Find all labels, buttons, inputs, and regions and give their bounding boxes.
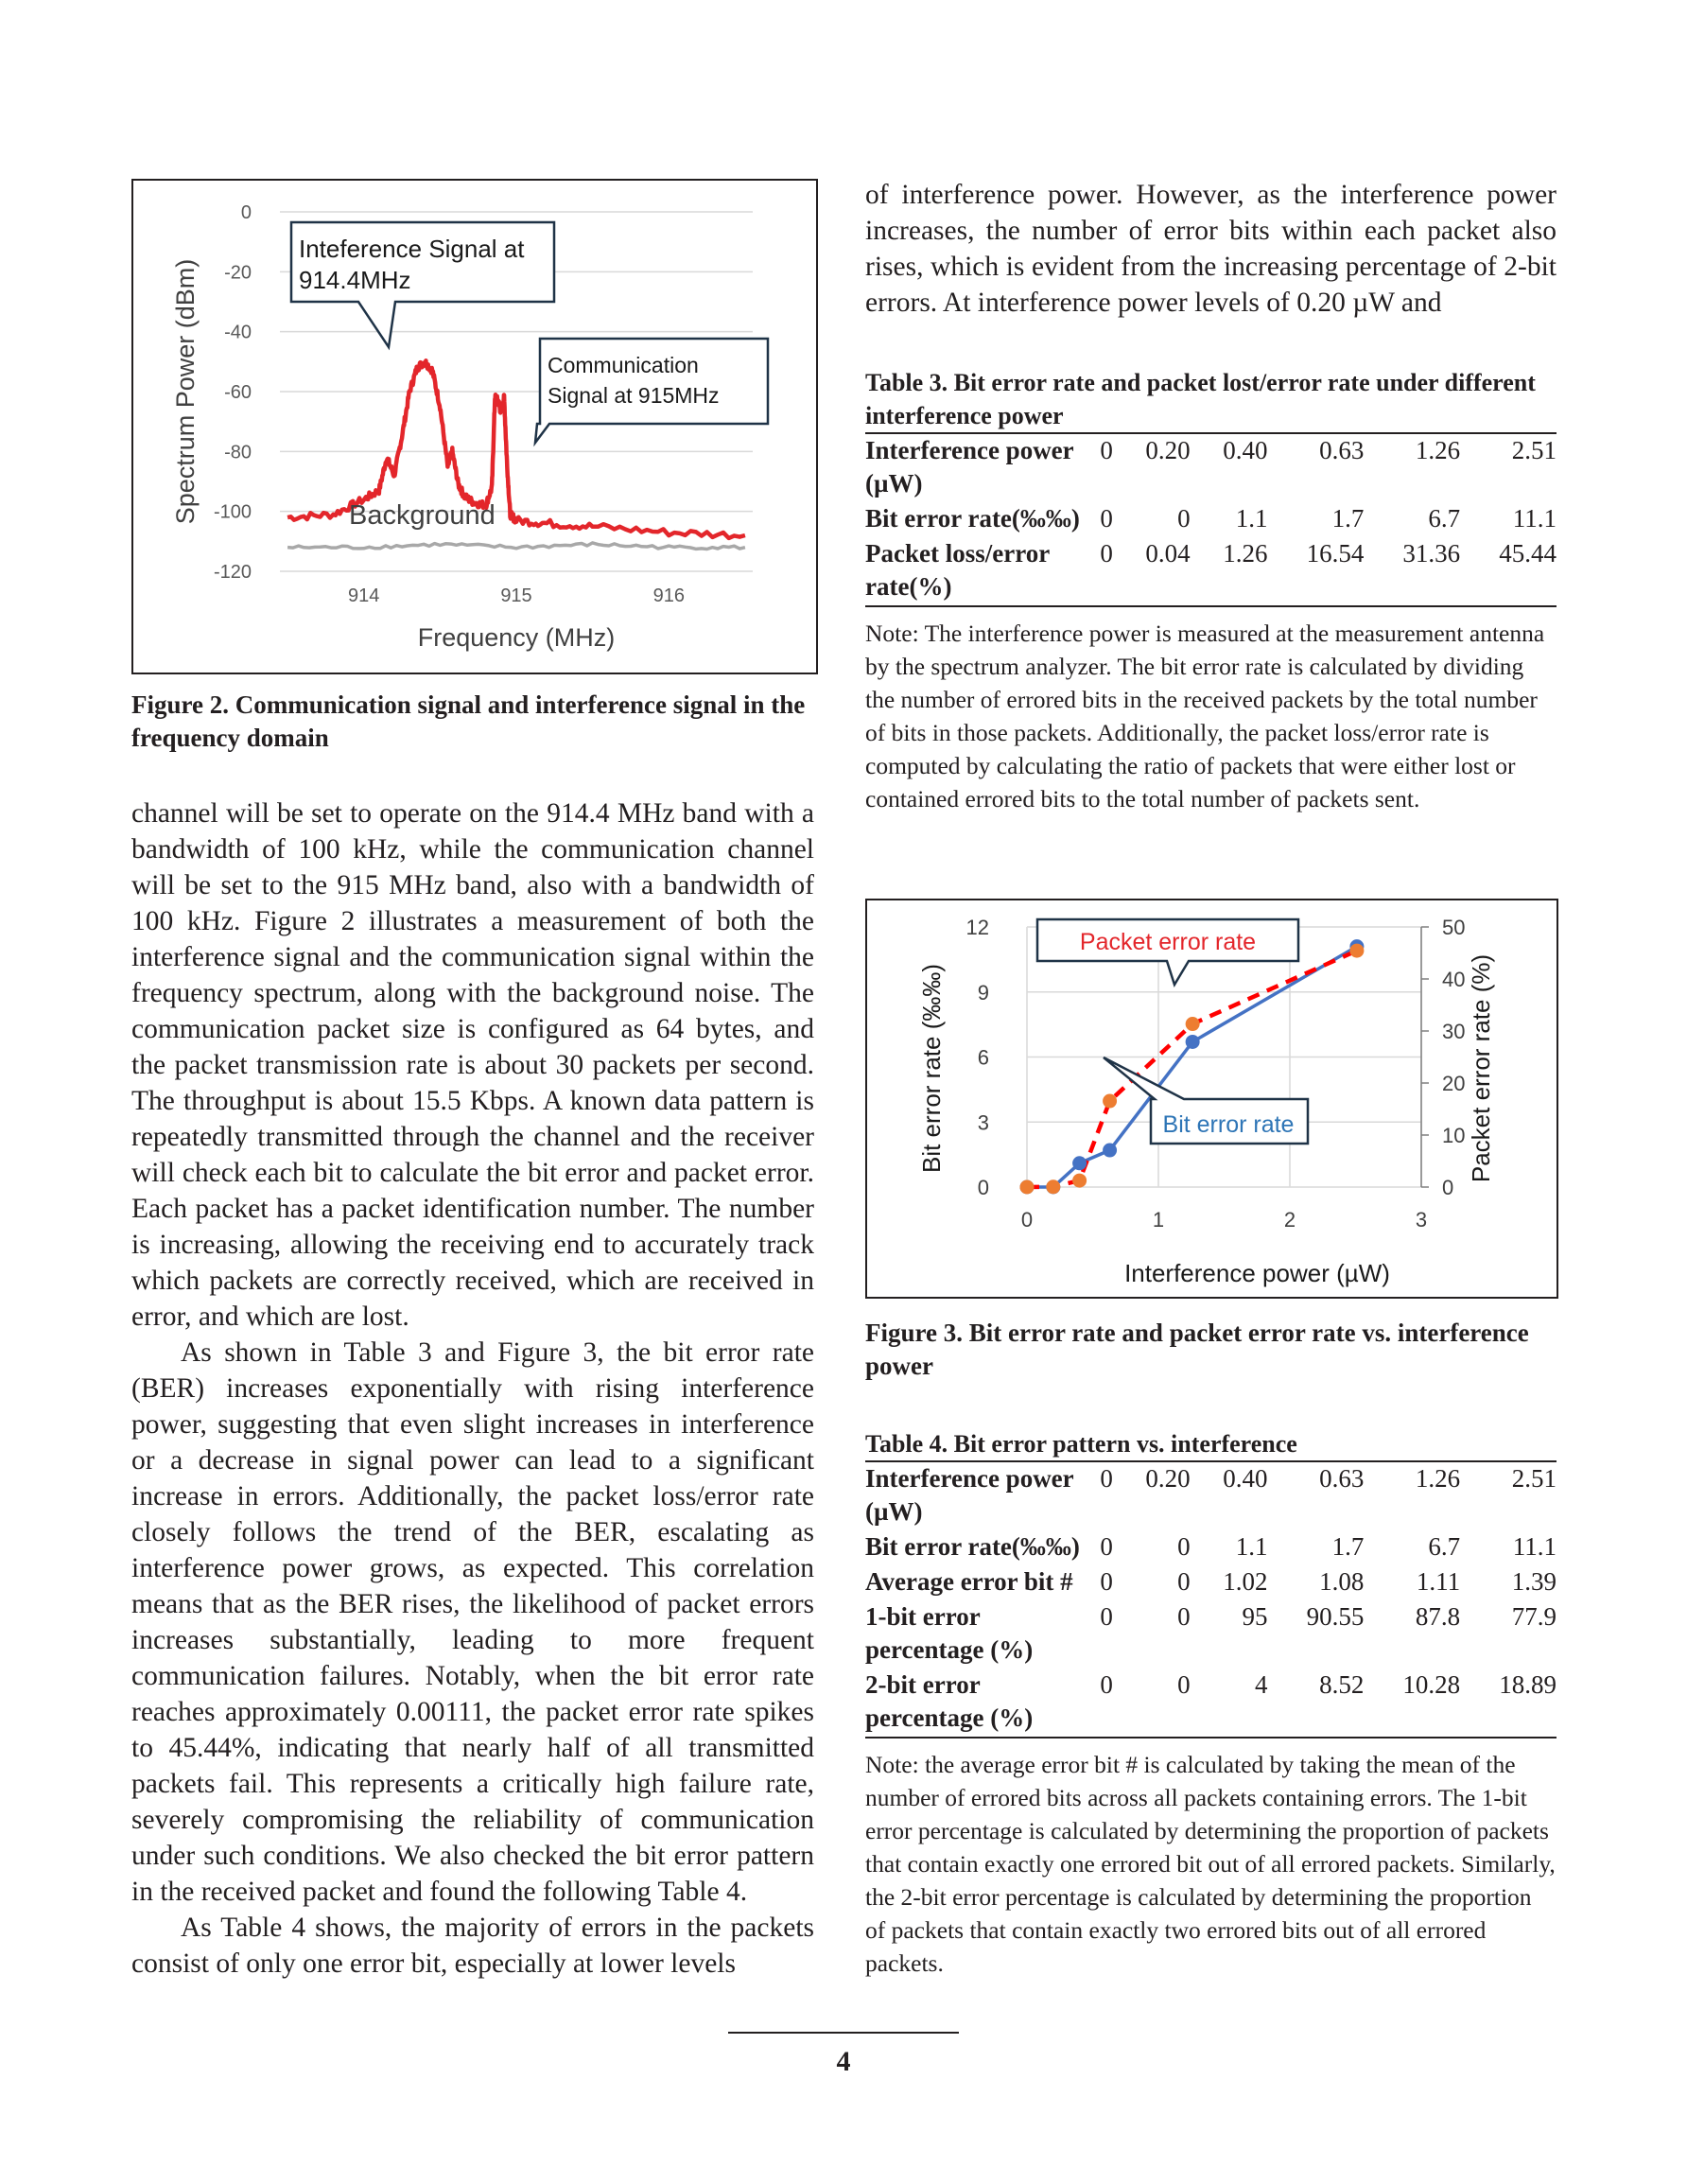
x-tick-label: 915 — [500, 585, 532, 606]
table-cell: 0 — [1177, 1567, 1191, 1596]
table-cell: 6.7 — [1428, 1532, 1461, 1561]
y-tick-label: 12 — [965, 916, 989, 939]
table-cell: 1.7 — [1331, 1532, 1365, 1561]
table-cell: 0 — [1100, 1602, 1113, 1631]
table-row — [865, 1530, 1557, 1565]
table-cell: 0 — [1177, 1670, 1191, 1699]
bit-error-point — [1186, 1035, 1200, 1049]
right-body-text — [865, 177, 1557, 321]
y-tick-label: -120 — [213, 562, 252, 583]
table-4-grid — [865, 1460, 1557, 1738]
y2-axis-label: Packet error rate (%) — [1467, 953, 1495, 1183]
y-tick-label: 9 — [977, 980, 989, 1005]
y-tick-label: 6 — [977, 1045, 989, 1070]
y-tick-label: -20 — [224, 262, 252, 284]
table-cell: 0 — [1177, 504, 1191, 533]
figure-2-box — [131, 179, 818, 674]
table-3-note: Note: The interference power is measured at the measurement antenna by the spectrum analyzer. The bit error rate is calculated by dividing the number of errored bits in the received packets by the total number of bits in those packets. Additionally, the packet loss/error rate is computed by calculating the ratio of packets that were either lost or contained errored bits to the total number of packets sent. — [865, 620, 1545, 812]
callout-communication-line1: Communication — [548, 353, 699, 377]
table-cell: 87.8 — [1415, 1602, 1461, 1631]
table-cell: 0 — [1100, 539, 1113, 568]
table-cell: 1.1 — [1235, 504, 1268, 533]
table-cell: 2.51 — [1511, 436, 1557, 464]
y-tick-label: -100 — [213, 501, 252, 523]
table-4-title: Table 4. Bit error pattern vs. interference — [865, 1430, 1297, 1458]
table-row — [865, 1461, 1557, 1530]
callout-communication-line2: Signal at 915MHz — [548, 383, 720, 408]
page-number-rule — [728, 2032, 959, 2034]
y-tick-label: 3 — [977, 1110, 989, 1135]
y-tick-label: 0 — [977, 1176, 989, 1199]
row-header: Interference power (µW) — [865, 1464, 1074, 1526]
row-header: Interference power (µW) — [865, 436, 1074, 498]
table-cell: 1.26 — [1223, 539, 1268, 568]
table-cell: 18.89 — [1499, 1670, 1557, 1699]
table-cell: 1.08 — [1319, 1567, 1365, 1596]
table-cell: 11.1 — [1512, 1532, 1557, 1561]
row-header: 2-bit error percentage (%) — [865, 1670, 1034, 1732]
callout-interference-line1: Inteference Signal at — [299, 235, 525, 263]
x-tick-label: 2 — [1283, 1208, 1296, 1232]
y-axis-label: Spectrum Power (dBm) — [171, 258, 200, 525]
table-row — [865, 1600, 1557, 1669]
bit-error-point — [1072, 1156, 1087, 1170]
table-3-grid — [865, 432, 1557, 607]
figure-3-caption: Figure 3. Bit error rate and packet error rate vs. interference power — [865, 1319, 1529, 1380]
table-cell: 2.51 — [1511, 1464, 1557, 1493]
bit-error-series-line — [1027, 947, 1357, 1187]
page-number: 4 — [836, 2046, 851, 2077]
table-cell: 0.20 — [1145, 1464, 1191, 1493]
packet-error-point — [1349, 944, 1364, 958]
packet-error-point — [1020, 1180, 1035, 1195]
table-cell: 0 — [1177, 1602, 1191, 1631]
x-tick-label: 916 — [652, 585, 685, 606]
table-row — [865, 502, 1557, 537]
table-3-title: Table 3. Bit error rate and packet lost/error rate under different interference power — [865, 369, 1536, 429]
table-cell: 0.20 — [1145, 436, 1191, 464]
table-cell: 8.52 — [1319, 1670, 1365, 1699]
figure-3-box — [865, 899, 1558, 1299]
table-cell: 0 — [1100, 504, 1113, 533]
table-cell: 1.02 — [1223, 1567, 1268, 1596]
table-row — [865, 433, 1557, 502]
paragraph: channel will be set to operate on the 914.4 MHz band with a bandwidth of 100 kHz, while the communication channel will be set to the 915 MHz band, also with a bandwidth of 100 kHz. Figure 2 illustrates a measurement of both the interference signal and the communication signal within the frequency spectrum, along with the background noise. The communication packet size is configured as 64 bytes, and the packet transmission rate is about 30 packets per second. The throughput is about 15.5 Kbps. A known data pattern is repeatedly transmitted through the channel and the receiver will check each bit to calculate the bit error and packet error. Each packet has a packet identification number. The number is increasing, allowing the receiving end to accurately track which packets are correctly received, which are received in error, and which are lost. — [131, 798, 814, 1332]
packet-error-point — [1103, 1094, 1117, 1109]
table-cell: 0 — [1100, 1567, 1113, 1596]
x-tick-label: 0 — [1020, 1208, 1034, 1232]
y2-tick-label: 40 — [1442, 968, 1466, 991]
table-cell: 0 — [1100, 436, 1113, 464]
table-cell: 0 — [1100, 1464, 1113, 1493]
table-cell: 16.54 — [1306, 539, 1365, 568]
background-label: Background — [349, 500, 496, 531]
paragraph: As Table 4 shows, the majority of errors in the packets consist of only one error bit, especially at lower levels — [131, 1913, 814, 1979]
figure-2-caption: Figure 2. Communication signal and interference signal in the frequency domain — [131, 690, 806, 752]
table-4 — [865, 1427, 1557, 1980]
y2-tick-label: 30 — [1442, 1020, 1466, 1043]
table-cell: 0.63 — [1319, 1464, 1365, 1493]
x-axis-label: Frequency (MHz) — [417, 623, 616, 652]
table-cell: 6.7 — [1428, 504, 1461, 533]
table-cell: 77.9 — [1511, 1602, 1557, 1631]
paragraph: of interference power. However, as the interference power increases, the number of error bits within each packet also rises, which is evident from the increasing percentage of 2-bit errors. At interference power levels of 0.20 µW and — [865, 180, 1557, 318]
table-3 — [865, 366, 1557, 815]
table-row — [865, 1669, 1557, 1738]
y-tick-label: -40 — [224, 322, 252, 343]
table-cell: 95 — [1242, 1602, 1268, 1631]
table-cell: 45.44 — [1499, 539, 1557, 568]
y2-tick-label: 0 — [1442, 1176, 1454, 1199]
table-cell: 0.63 — [1319, 436, 1365, 464]
table-cell: 1.11 — [1416, 1567, 1461, 1596]
callout-interference-line2: 914.4MHz — [299, 266, 411, 294]
packet-error-point — [1072, 1174, 1087, 1188]
table-cell: 1.39 — [1511, 1567, 1557, 1596]
row-header: Bit error rate(‰‰) — [865, 1532, 1080, 1561]
figure-2-chart — [133, 181, 816, 673]
row-header: Average error bit # — [865, 1567, 1073, 1596]
callout-packet-text: Packet error rate — [1079, 929, 1257, 955]
row-header: Packet loss/error rate(%) — [865, 539, 1050, 601]
y-axis-label: Bit error rate (‰‰) — [917, 963, 946, 1174]
packet-error-point — [1046, 1179, 1060, 1194]
table-cell: 90.55 — [1306, 1602, 1365, 1631]
table-cell: 1.26 — [1415, 436, 1461, 464]
row-header: Bit error rate(‰‰) — [865, 504, 1080, 533]
table-cell: 0.40 — [1223, 436, 1268, 464]
y-tick-label: 0 — [240, 202, 252, 223]
packet-error-series-line — [1027, 951, 1357, 1187]
table-cell: 0 — [1100, 1670, 1113, 1699]
table-cell: 0 — [1100, 1532, 1113, 1561]
packet-error-point — [1186, 1017, 1200, 1031]
table-cell: 1.26 — [1415, 1464, 1461, 1493]
table-row — [865, 537, 1557, 606]
table-cell: 0.04 — [1145, 539, 1191, 568]
bit-error-point — [1103, 1144, 1117, 1158]
table-cell: 0.40 — [1223, 1464, 1268, 1493]
y2-tick-label: 10 — [1442, 1124, 1466, 1147]
table-cell: 31.36 — [1402, 539, 1461, 568]
background-series-line — [287, 543, 745, 550]
y2-tick-label: 50 — [1442, 916, 1466, 939]
left-body-text — [131, 795, 814, 1982]
table-cell: 1.1 — [1235, 1532, 1268, 1561]
x-tick-label: 1 — [1152, 1208, 1165, 1232]
row-header: 1-bit error percentage (%) — [865, 1602, 1034, 1664]
callout-bit-text: Bit error rate — [1162, 1111, 1295, 1138]
y-tick-label: -60 — [224, 382, 252, 403]
table-cell: 1.7 — [1331, 504, 1365, 533]
table-cell: 10.28 — [1402, 1670, 1461, 1699]
table-cell: 0 — [1177, 1532, 1191, 1561]
x-tick-label: 914 — [348, 585, 380, 606]
table-cell: 4 — [1255, 1670, 1268, 1699]
y2-tick-label: 20 — [1442, 1072, 1466, 1095]
table-row — [865, 1565, 1557, 1600]
x-tick-label: 3 — [1415, 1208, 1428, 1232]
x-axis-label: Interference power (µW) — [1124, 1259, 1390, 1287]
y-tick-label: -80 — [224, 442, 252, 463]
figure-3-chart — [867, 900, 1557, 1297]
table-4-note: Note: the average error bit # is calculated by taking the mean of the number of errored bits across all packets containing errors. The 1-bit error percentage is calculated by determining the proportion of packets that contain exactly one errored bit out of all errored packets. Similarly, the 2-bit error percentage is calculated by determining the proportion of packets that contain exactly two errored bits out of all errored packets. — [865, 1751, 1556, 1977]
paragraph: As shown in Table 3 and Figure 3, the bit error rate (BER) increases exponentially with rising interference power, suggesting that even slight increases in interference or a decrease in signal power can lead to a significant increase in errors. Additionally, the packet loss/error rate closely follows the trend of the BER, escalating as interference power grows, as expected. This correlation means that as the BER rises, the likelihood of packet errors increases substantially, leading to more frequent communication failures. Notably, when the bit error rate reaches approximately 0.00111, the packet error rate spikes to 45.44%, indicating that nearly half of all transmitted packets fail. This represents a critically high failure rate, severely compromising the reliability of communication under such conditions. We also checked the bit error pattern in the received packet and found the following Table 4. — [131, 1337, 814, 1907]
table-cell: 11.1 — [1512, 504, 1557, 533]
